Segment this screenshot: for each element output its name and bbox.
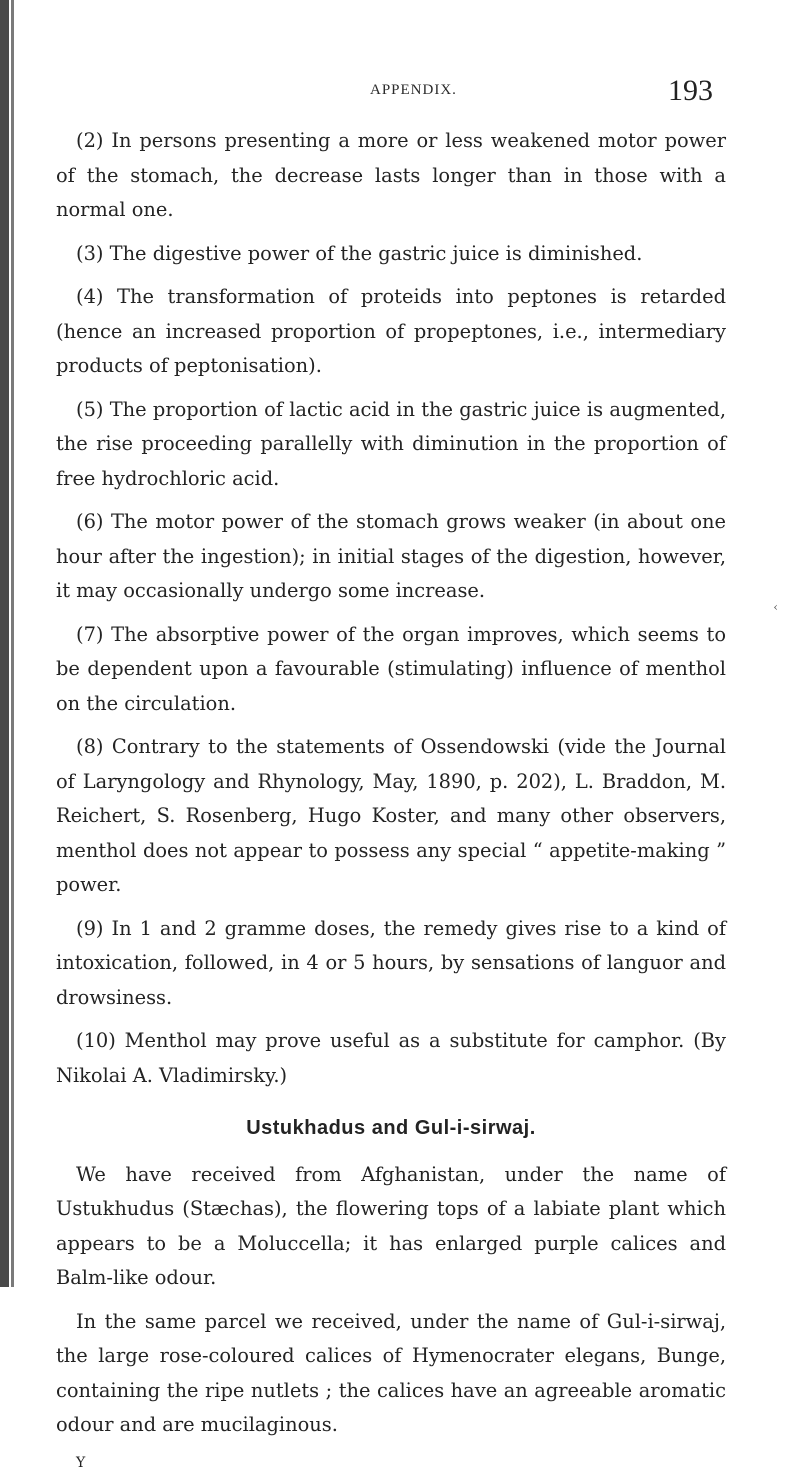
page-binding-edge [0, 0, 9, 1287]
paragraph-item-4: (4) The transformation of proteids into peptones is retarded (hence an increased proportion of propeptones, i.e., intermediary products of peptonisation). [56, 285, 726, 377]
paragraph-item-6: (6) The motor power of the stomach grows weaker (in about one hour after the ingestion); in initial stages of the digestion, however, it may occasionally undergo some increase. [56, 510, 726, 602]
paragraph-item-8: (8) Contrary to the statements of Ossendowski (vide the Journal of Laryngology and Rhynology, May, 1890, p. 202), L. Braddon, M. Reichert, S. Rosenberg, Hugo Koster, and many other observers, menthol does not appear to possess any special “ appetite-making ” power. [56, 735, 726, 896]
paragraph-item-10: (10) Menthol may prove useful as a substitute for camphor. (By Nikolai A. Vladimirsky.) [56, 1029, 726, 1087]
paragraph-item-9: (9) In 1 and 2 gramme doses, the remedy gives rise to a kind of intoxication, followed, in 4 or 5 hours, by sensations of languor and drowsiness. [56, 916, 726, 1009]
page-binding-edge-inner [11, 0, 14, 1287]
paragraph-item-5: (5) The proportion of lactic acid in the gastric juice is augmented, the rise proceeding parallelly with diminution in the proportion of free hydrochloric acid. [56, 397, 726, 490]
running-head: APPENDIX. [370, 82, 457, 98]
page-body [56, 124, 726, 1474]
paragraph-item-2: (2) In persons presenting a more or less weakened motor power of the stomach, the decrease lasts longer than in those with a normal one. [56, 129, 726, 221]
margin-mark: ‹ [773, 600, 778, 614]
page-header [0, 74, 800, 114]
page-number: 193 [668, 74, 713, 107]
section-paragraph-1: We have received from Afghanistan, under the name of Ustukhudus (Stæchas), the flowering tops of a labiate plant which appears to be a Moluccella; it has enlarged purple calices and Balm-like odour. [56, 1162, 726, 1289]
section-heading: Ustukhadus and Gul-i-sirwaj. [246, 1117, 536, 1139]
signature-mark: Y [76, 1454, 86, 1471]
section-paragraph-2: In the same parcel we received, under the name of Gul-i-sirwaj, the large rose-coloured calices of Hymenocrater elegans, Bunge, containing the ripe nutlets ; the calices have an agreeable aromatic odour and are mucilaginous. [56, 1309, 726, 1436]
paragraph-item-3: (3) The digestive power of the gastric juice is diminished. [76, 241, 643, 265]
paragraph-item-7: (7) The absorptive power of the organ improves, which seems to be dependent upon a favourable (stimulating) influence of menthol on the circulation. [56, 622, 726, 715]
